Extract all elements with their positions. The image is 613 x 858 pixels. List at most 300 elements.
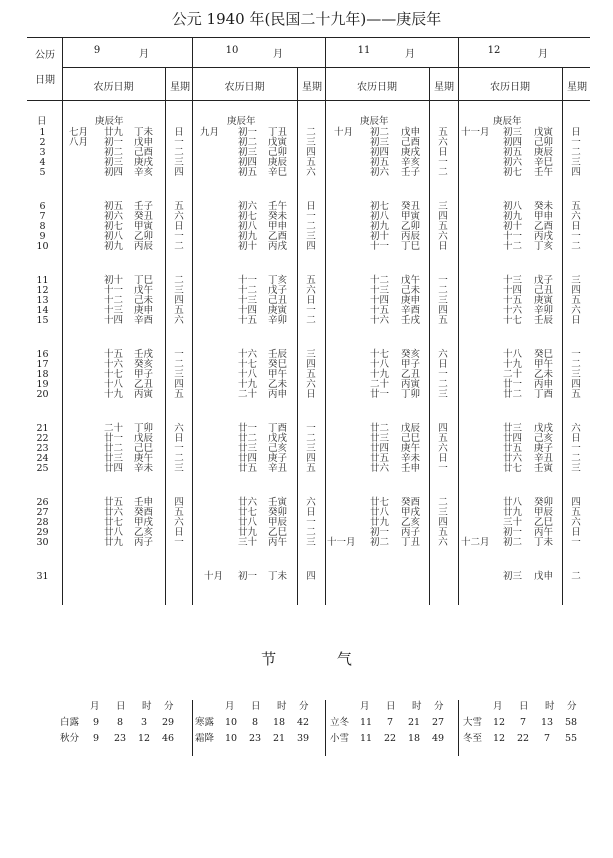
weekday: 日 bbox=[174, 220, 184, 232]
month-label: 月 bbox=[405, 49, 415, 60]
weekday: 二 bbox=[571, 452, 581, 464]
jieqi-value: 23 bbox=[113, 733, 127, 744]
weekday: 二 bbox=[306, 127, 316, 138]
ganzhi: 庚申 bbox=[134, 304, 154, 316]
weekday: 二 bbox=[174, 452, 184, 464]
weekday: 日 bbox=[438, 146, 448, 158]
lunar-day: 廿四 bbox=[503, 432, 523, 444]
weekday: 六 bbox=[571, 423, 581, 434]
ganzhi: 甲戌 bbox=[401, 506, 421, 518]
weekday: 六 bbox=[438, 442, 448, 454]
ganzhi: 辛亥 bbox=[134, 166, 154, 178]
ganzhi: 己酉 bbox=[134, 146, 154, 158]
lunar-day: 十三 bbox=[238, 294, 258, 306]
jieqi-col-header: 月 bbox=[493, 701, 503, 712]
ganzhi: 丙子 bbox=[401, 526, 421, 538]
ganzhi: 丙申 bbox=[268, 388, 288, 400]
jieqi-title: 节 气 bbox=[261, 650, 380, 668]
lunar-day: 廿一 bbox=[238, 423, 258, 434]
lunar-day: 十三 bbox=[370, 284, 390, 296]
weekday: 四 bbox=[438, 210, 448, 222]
lunar-day: 初一 bbox=[370, 526, 390, 538]
jieqi-value: 3 bbox=[140, 717, 148, 728]
weekday: 一 bbox=[174, 442, 184, 454]
lunar-day: 初十 bbox=[370, 230, 390, 242]
xingqi-header: 星期 bbox=[302, 82, 322, 93]
jieqi-col-header: 分 bbox=[164, 701, 174, 712]
ganzhi: 庚辰 bbox=[268, 156, 288, 168]
jieqi-col-header: 分 bbox=[567, 701, 577, 712]
ganzhi: 丁亥 bbox=[534, 240, 554, 252]
weekday: 二 bbox=[571, 146, 581, 158]
ganzhi: 丁巳 bbox=[401, 240, 421, 252]
day-number: 28 bbox=[36, 516, 49, 528]
lunar-day: 十六 bbox=[370, 314, 390, 326]
weekday: 一 bbox=[174, 536, 184, 548]
lunar-day: 十六 bbox=[503, 304, 523, 316]
weekday: 二 bbox=[174, 240, 184, 252]
ganzhi: 壬辰 bbox=[534, 314, 554, 326]
lunar-day: 十一 bbox=[503, 230, 523, 242]
ganzhi: 己亥 bbox=[268, 442, 288, 454]
weekday: 四 bbox=[571, 284, 581, 296]
weekday: 三 bbox=[174, 462, 184, 474]
lunar-day: 初六 bbox=[238, 201, 258, 212]
ganzhi: 癸亥 bbox=[401, 349, 421, 360]
lunar-day: 初十 bbox=[104, 275, 124, 286]
lunar-day: 初四 bbox=[238, 156, 258, 168]
weekday: 六 bbox=[306, 378, 316, 390]
weekday: 日 bbox=[306, 201, 316, 212]
nongli-header: 农历日期 bbox=[224, 82, 265, 93]
jieqi-value: 29 bbox=[161, 717, 175, 728]
ganzhi: 庚寅 bbox=[268, 304, 288, 316]
lunar-day: 廿六 bbox=[238, 497, 258, 508]
ganzhi: 庚午 bbox=[401, 442, 421, 454]
weekday: 六 bbox=[174, 314, 184, 326]
lunar-day: 初九 bbox=[238, 230, 258, 242]
ganzhi: 乙巳 bbox=[534, 516, 554, 528]
jieqi-col-header: 时 bbox=[545, 701, 555, 712]
lunar-day: 十七 bbox=[238, 358, 258, 370]
ganzhi: 庚子 bbox=[534, 442, 554, 454]
lunar-day: 廿九 bbox=[503, 506, 523, 518]
weekday: 二 bbox=[571, 240, 581, 252]
lunar-day: 十四 bbox=[104, 314, 124, 326]
jieqi-col-header: 分 bbox=[434, 701, 444, 712]
ganzhi: 戊辰 bbox=[134, 432, 154, 444]
lunar-day: 初七 bbox=[238, 210, 258, 222]
ganzhi: 己卯 bbox=[534, 136, 554, 148]
lunar-day: 廿九 bbox=[104, 127, 124, 138]
day-number: 6 bbox=[39, 201, 46, 212]
month-number: 10 bbox=[225, 45, 239, 56]
weekday: 六 bbox=[306, 284, 316, 296]
ganzhi: 戊午 bbox=[401, 275, 421, 286]
jieqi-divider bbox=[458, 700, 459, 756]
ganzhi: 庚子 bbox=[268, 452, 288, 464]
lunar-day: 廿二 bbox=[104, 442, 124, 454]
day-number: 17 bbox=[36, 358, 49, 370]
ganzhi: 戊寅 bbox=[534, 127, 554, 138]
day-number: 31 bbox=[36, 571, 49, 582]
lunar-month-mark: 十二月 bbox=[461, 536, 490, 548]
ganzhi: 辛亥 bbox=[401, 156, 421, 168]
ganzhi: 癸未 bbox=[268, 210, 288, 222]
weekday: 三 bbox=[174, 368, 184, 380]
day-number: 16 bbox=[36, 349, 49, 360]
lunar-day: 初十 bbox=[238, 240, 258, 252]
nongli-header: 农历日期 bbox=[357, 82, 397, 93]
xingqi-header: 星期 bbox=[567, 82, 587, 93]
jieqi-value: 49 bbox=[431, 733, 445, 744]
lunar-day: 廿四 bbox=[238, 452, 258, 464]
jieqi-name: 霜降 bbox=[195, 733, 215, 744]
day-number: 15 bbox=[36, 314, 49, 326]
day-number: 4 bbox=[39, 156, 46, 168]
ganzhi: 乙未 bbox=[534, 368, 554, 380]
weekday: 二 bbox=[306, 432, 316, 444]
weekday: 一 bbox=[174, 136, 184, 148]
weekday: 一 bbox=[306, 304, 316, 316]
jieqi-name: 寒露 bbox=[195, 717, 215, 728]
ganzhi: 丁丑 bbox=[401, 536, 421, 548]
lunar-day: 十五 bbox=[104, 349, 124, 360]
ganzhi: 壬申 bbox=[401, 462, 421, 474]
ganzhi: 己丑 bbox=[268, 294, 288, 306]
day-number: 7 bbox=[39, 210, 46, 222]
weekday: 一 bbox=[438, 275, 448, 286]
lunar-day: 初六 bbox=[503, 156, 523, 168]
lunar-day: 初五 bbox=[104, 201, 124, 212]
weekday: 二 bbox=[174, 275, 184, 286]
ganzhi: 戊戌 bbox=[268, 432, 288, 444]
jieqi-name: 白露 bbox=[60, 717, 80, 728]
ganzhi: 甲寅 bbox=[134, 220, 154, 232]
ganzhi: 癸酉 bbox=[401, 497, 421, 508]
jieqi-col-header: 月 bbox=[360, 701, 370, 712]
lunar-day: 十一 bbox=[238, 275, 258, 286]
weekday: 五 bbox=[438, 526, 448, 538]
year-label: 庚辰年 bbox=[493, 116, 522, 127]
day-number: 30 bbox=[36, 536, 49, 548]
ganzhi: 壬戌 bbox=[401, 314, 421, 326]
jieqi-name: 小雪 bbox=[330, 733, 350, 744]
ganzhi: 丁卯 bbox=[401, 388, 421, 400]
weekday: 五 bbox=[571, 388, 581, 400]
weekday: 四 bbox=[174, 497, 184, 508]
month-label: 月 bbox=[273, 49, 283, 60]
weekday: 五 bbox=[306, 462, 316, 474]
weekday: 四 bbox=[306, 452, 316, 464]
lunar-day: 廿八 bbox=[104, 526, 124, 538]
weekday: 五 bbox=[306, 275, 316, 286]
ganzhi: 辛酉 bbox=[134, 314, 154, 326]
lunar-month-mark: 七月 bbox=[69, 127, 89, 138]
ganzhi: 庚寅 bbox=[534, 294, 554, 306]
month-number: 12 bbox=[487, 45, 501, 56]
weekday: 二 bbox=[438, 284, 448, 296]
day-number: 5 bbox=[39, 166, 46, 178]
weekday: 日 bbox=[306, 294, 316, 306]
month-number: 11 bbox=[357, 45, 371, 56]
lunar-day: 廿八 bbox=[238, 516, 258, 528]
lunar-day: 廿五 bbox=[104, 497, 124, 508]
lunar-day: 廿九 bbox=[104, 536, 124, 548]
ganzhi: 丁酉 bbox=[534, 388, 554, 400]
ganzhi: 辛丑 bbox=[268, 462, 288, 474]
day-number: 2 bbox=[39, 136, 46, 148]
weekday: 二 bbox=[571, 571, 581, 582]
lunar-day: 初三 bbox=[370, 136, 390, 148]
weekday: 日 bbox=[438, 240, 448, 252]
year-label: 庚辰年 bbox=[360, 116, 389, 127]
weekday: 五 bbox=[438, 220, 448, 232]
weekday: 二 bbox=[306, 220, 316, 232]
weekday: 二 bbox=[174, 146, 184, 158]
ganzhi: 戊申 bbox=[401, 127, 421, 138]
lunar-day: 十二 bbox=[503, 240, 523, 252]
weekday: 六 bbox=[174, 423, 184, 434]
weekday: 日 bbox=[306, 506, 316, 518]
ganzhi: 壬子 bbox=[401, 166, 421, 178]
ganzhi: 庚申 bbox=[401, 294, 421, 306]
lunar-day: 十九 bbox=[104, 388, 124, 400]
weekday: 三 bbox=[438, 201, 448, 212]
weekday: 六 bbox=[571, 304, 581, 316]
weekday: 五 bbox=[174, 388, 184, 400]
lunar-day: 十二 bbox=[238, 284, 258, 296]
lunar-day: 十四 bbox=[370, 294, 390, 306]
ganzhi: 乙酉 bbox=[268, 230, 288, 242]
header-bottom-border bbox=[27, 100, 590, 101]
jieqi-value: 12 bbox=[137, 733, 151, 744]
lunar-day: 廿七 bbox=[370, 497, 390, 508]
lunar-day: 廿一 bbox=[370, 388, 390, 400]
ganzhi: 辛卯 bbox=[268, 314, 288, 326]
jieqi-col-header: 时 bbox=[142, 701, 152, 712]
day-number: 29 bbox=[36, 526, 49, 538]
jieqi-value: 10 bbox=[224, 733, 238, 744]
ganzhi: 壬子 bbox=[134, 201, 154, 212]
ganzhi: 戊寅 bbox=[268, 136, 288, 148]
weekday: 四 bbox=[306, 146, 316, 158]
ganzhi: 己未 bbox=[134, 294, 154, 306]
weekday: 六 bbox=[174, 516, 184, 528]
weekday: 六 bbox=[174, 210, 184, 222]
ganzhi: 丙午 bbox=[534, 526, 554, 538]
ganzhi: 丁未 bbox=[134, 127, 154, 138]
weekday: 一 bbox=[306, 516, 316, 528]
lunar-day: 初五 bbox=[370, 156, 390, 168]
ganzhi: 己巳 bbox=[401, 432, 421, 444]
weekday: 日 bbox=[571, 526, 581, 538]
jieqi-value: 39 bbox=[296, 733, 310, 744]
day-number: 21 bbox=[36, 423, 49, 434]
month-label: 月 bbox=[139, 49, 149, 60]
jieqi-col-header: 时 bbox=[277, 701, 287, 712]
lunar-day: 十六 bbox=[104, 358, 124, 370]
lunar-day: 初二 bbox=[238, 136, 258, 148]
weekday: 四 bbox=[306, 240, 316, 252]
ganzhi: 癸卯 bbox=[534, 497, 554, 508]
ganzhi: 甲辰 bbox=[268, 516, 288, 528]
lunar-day: 廿九 bbox=[238, 526, 258, 538]
ganzhi: 癸巳 bbox=[534, 349, 554, 360]
weekday: 三 bbox=[174, 156, 184, 168]
ganzhi: 庚戌 bbox=[401, 146, 421, 158]
ganzhi: 丙辰 bbox=[134, 240, 154, 252]
lunar-day: 三十 bbox=[503, 516, 523, 528]
ganzhi: 壬辰 bbox=[268, 349, 288, 360]
weekday: 四 bbox=[571, 166, 581, 178]
weekday: 五 bbox=[571, 201, 581, 212]
lunar-day: 初三 bbox=[503, 571, 523, 582]
jieqi-name: 冬至 bbox=[463, 733, 483, 744]
weekday: 六 bbox=[438, 536, 448, 548]
lunar-day: 初三 bbox=[238, 146, 258, 158]
jieqi-value: 18 bbox=[407, 733, 421, 744]
weekday: 一 bbox=[306, 210, 316, 222]
ganzhi: 壬寅 bbox=[268, 497, 288, 508]
ganzhi: 乙卯 bbox=[401, 220, 421, 232]
ganzhi: 甲戌 bbox=[134, 516, 154, 528]
weekday: 五 bbox=[174, 506, 184, 518]
lunar-day: 廿八 bbox=[370, 506, 390, 518]
lunar-day: 初八 bbox=[370, 210, 390, 222]
lunar-day: 三十 bbox=[238, 536, 258, 548]
ganzhi: 丁未 bbox=[534, 536, 554, 548]
lunar-month-mark: 九月 bbox=[200, 127, 220, 138]
weekday: 日 bbox=[571, 432, 581, 444]
lunar-month-mark: 十一月 bbox=[461, 127, 490, 138]
ganzhi: 辛未 bbox=[401, 452, 421, 464]
page-title: 公元 1940 年(民国二十九年)——庚辰年 bbox=[171, 10, 442, 28]
jieqi-name: 立冬 bbox=[330, 717, 350, 728]
lunar-day: 廿九 bbox=[370, 516, 390, 528]
lunar-day: 初一 bbox=[238, 571, 258, 582]
lunar-day: 十一 bbox=[104, 284, 124, 296]
weekday: 一 bbox=[438, 368, 448, 380]
lunar-day: 初九 bbox=[370, 220, 390, 232]
weekday: 四 bbox=[571, 497, 581, 508]
weekday: 六 bbox=[438, 136, 448, 148]
weekday: 三 bbox=[438, 294, 448, 306]
lunar-day: 初十 bbox=[503, 220, 523, 232]
ganzhi: 戊申 bbox=[134, 136, 154, 148]
weekday: 五 bbox=[438, 314, 448, 326]
day-number: 1 bbox=[39, 127, 46, 138]
ganzhi: 庚戌 bbox=[134, 156, 154, 168]
ganzhi: 甲午 bbox=[268, 368, 288, 380]
lunar-day: 廿四 bbox=[104, 462, 124, 474]
lunar-day: 廿五 bbox=[503, 442, 523, 454]
jieqi-col-header: 时 bbox=[412, 701, 422, 712]
ganzhi: 癸丑 bbox=[134, 210, 154, 222]
ganzhi: 甲子 bbox=[134, 368, 154, 380]
lunar-day: 二十 bbox=[370, 378, 390, 390]
lunar-day: 十八 bbox=[370, 358, 390, 370]
ganzhi: 甲子 bbox=[401, 358, 421, 370]
weekday: 日 bbox=[174, 432, 184, 444]
lunar-day: 十一 bbox=[370, 240, 390, 252]
lunar-day: 初七 bbox=[104, 220, 124, 232]
lunar-day: 廿七 bbox=[238, 506, 258, 518]
weekday: 四 bbox=[174, 378, 184, 390]
ganzhi: 己酉 bbox=[401, 136, 421, 148]
weekday: 日 bbox=[571, 314, 581, 326]
ganzhi: 戊子 bbox=[268, 284, 288, 296]
gongli-header-line2: 日期 bbox=[35, 75, 55, 86]
jieqi-col-header: 月 bbox=[90, 701, 100, 712]
weekday: 二 bbox=[174, 358, 184, 370]
ganzhi: 甲申 bbox=[534, 210, 554, 222]
ganzhi: 丁未 bbox=[268, 571, 288, 582]
lunar-day: 十七 bbox=[503, 314, 523, 326]
weekday: 六 bbox=[306, 166, 316, 178]
day-number: 8 bbox=[39, 220, 46, 232]
weekday: 三 bbox=[438, 388, 448, 400]
ganzhi: 癸未 bbox=[534, 201, 554, 212]
ganzhi: 丙申 bbox=[534, 378, 554, 390]
weekday: 六 bbox=[438, 349, 448, 360]
lunar-day: 初八 bbox=[238, 220, 258, 232]
lunar-day: 初九 bbox=[104, 240, 124, 252]
weekday: 一 bbox=[571, 442, 581, 454]
lunar-day: 十九 bbox=[503, 358, 523, 370]
lunar-day: 十三 bbox=[503, 275, 523, 286]
xingqi-header: 星期 bbox=[170, 82, 190, 93]
lunar-day: 初一 bbox=[503, 526, 523, 538]
month-number: 9 bbox=[93, 45, 101, 56]
lunar-day: 廿六 bbox=[370, 462, 390, 474]
day-number: 26 bbox=[36, 497, 49, 508]
weekday: 五 bbox=[174, 304, 184, 316]
lunar-day: 初二 bbox=[370, 127, 390, 138]
weekday: 二 bbox=[438, 378, 448, 390]
weekday: 三 bbox=[571, 462, 581, 474]
day-number: 13 bbox=[36, 294, 49, 306]
day-number: 12 bbox=[36, 284, 49, 296]
jieqi-value: 22 bbox=[383, 733, 397, 744]
weekday: 三 bbox=[306, 536, 316, 548]
lunar-day: 初四 bbox=[370, 146, 390, 158]
ganzhi: 壬午 bbox=[534, 166, 554, 178]
weekday: 四 bbox=[438, 304, 448, 316]
weekday: 一 bbox=[571, 136, 581, 148]
ganzhi: 乙丑 bbox=[134, 378, 154, 390]
table-top-border bbox=[27, 37, 590, 38]
ganzhi: 己巳 bbox=[134, 442, 154, 454]
lunar-day: 初一 bbox=[104, 136, 124, 148]
lunar-month-mark: 十一月 bbox=[327, 536, 356, 548]
jieqi-value: 9 bbox=[92, 733, 100, 744]
lunar-day: 廿五 bbox=[370, 452, 390, 464]
ganzhi: 乙卯 bbox=[134, 230, 154, 242]
weekday: 五 bbox=[306, 156, 316, 168]
lunar-day: 十九 bbox=[370, 368, 390, 380]
ganzhi: 癸亥 bbox=[134, 358, 154, 370]
weekday: 二 bbox=[306, 314, 316, 326]
ganzhi: 甲申 bbox=[268, 220, 288, 232]
day-number: 10 bbox=[36, 240, 49, 252]
jieqi-divider bbox=[325, 700, 326, 756]
jieqi-col-header: 月 bbox=[225, 701, 235, 712]
ganzhi: 壬申 bbox=[134, 497, 154, 508]
jieqi-value: 12 bbox=[492, 733, 506, 744]
ganzhi: 丁酉 bbox=[268, 423, 288, 434]
lunar-day: 十八 bbox=[238, 368, 258, 380]
